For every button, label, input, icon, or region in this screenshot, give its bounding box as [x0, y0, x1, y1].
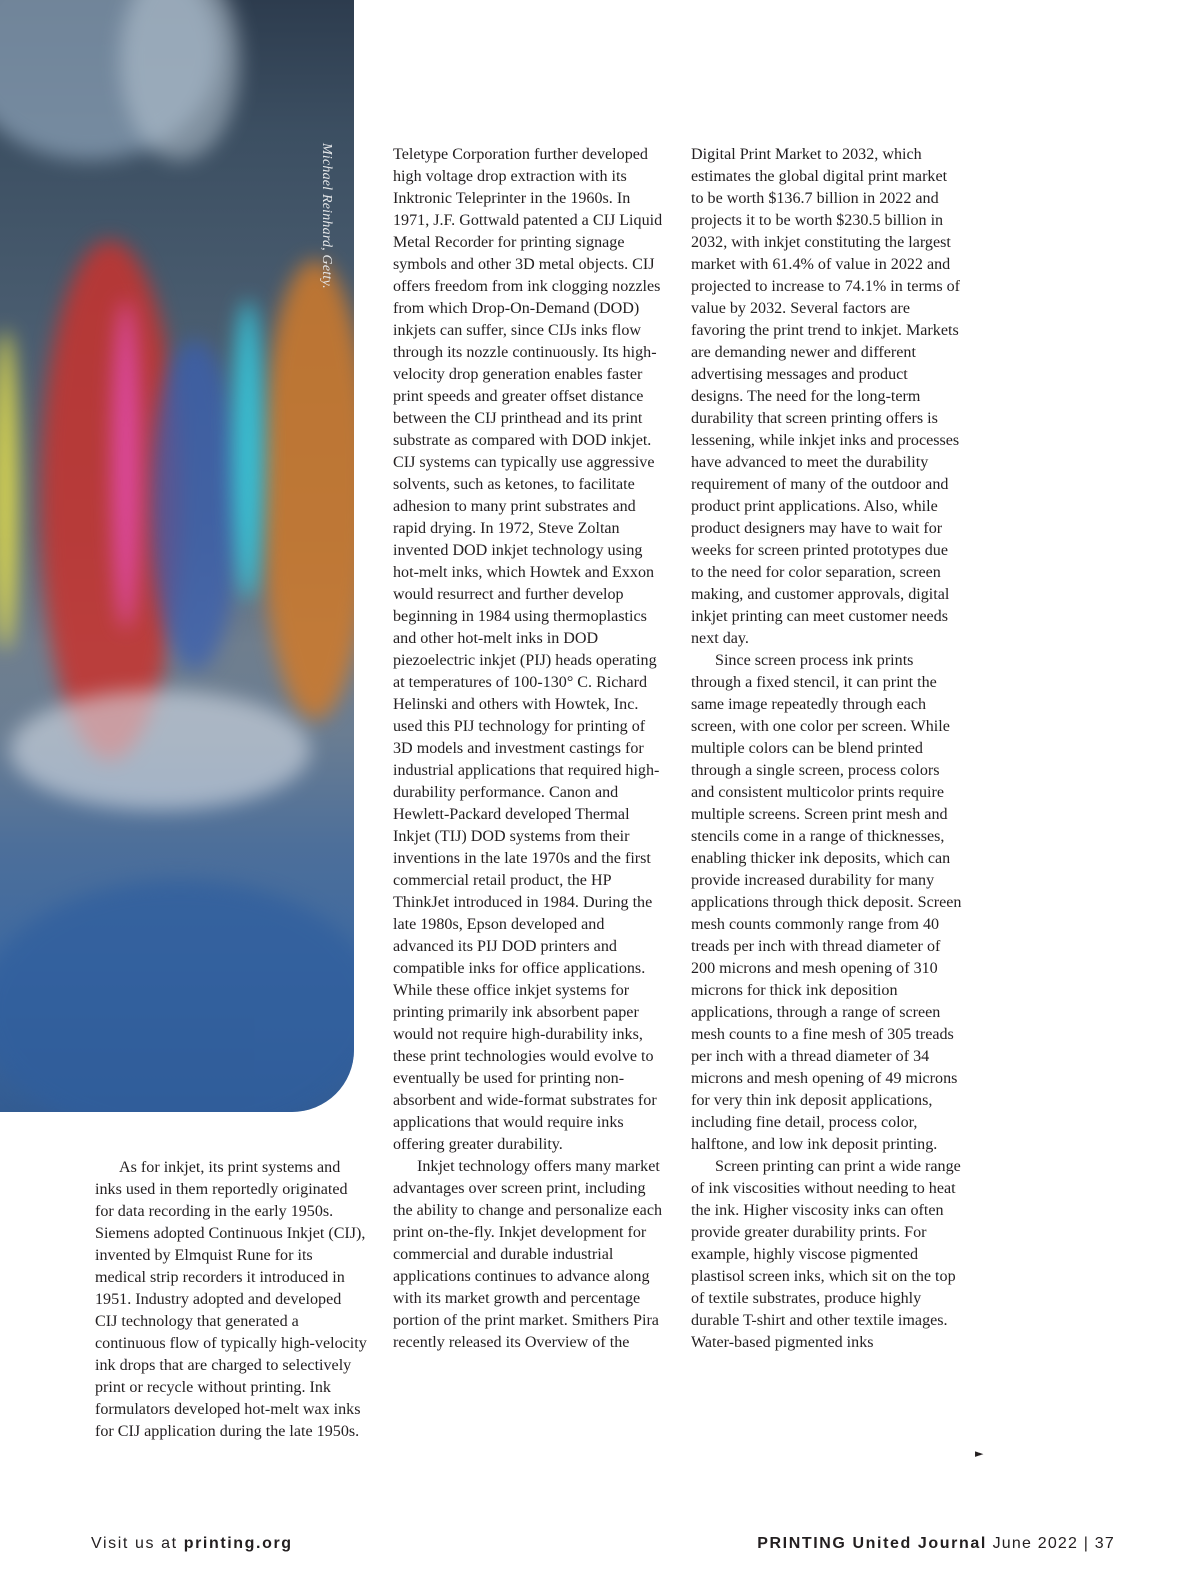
article-column-3	[691, 144, 963, 1354]
continue-arrow-icon: ►	[975, 1447, 984, 1460]
paragraph: Inkjet technology offers many market advantages over screen print, including the ability to change and personalize each print on-the-fly. Inkjet development for commercial and durable industrial applications continues to advance along with its market growth and percentage portion of the print market. Smithers Pira recently released its Overview of the	[393, 1158, 663, 1351]
folio-separator: |	[1083, 1535, 1090, 1552]
paragraph: Since screen process ink prints through a fixed stencil, it can print the same image repeatedly through each screen, with one color per screen. While multiple colors can be blend printed through a single screen, process colors and consistent multicolor prints require multiple screens. Screen print mesh and stencils come in a range of thicknesses, enabling thicker ink deposits, which can provide increased durability for many applications through thick deposit. Screen mesh counts commonly range from 40 treads per inch with thread diameter of 200 microns and mesh opening of 310 microns for thick ink deposition applications, through a range of screen mesh counts to a fine mesh of 305 treads per inch with a thread diameter of 34 microns and mesh opening of 49 microns for very thin ink deposit applications, including fine detail, process color, halftone, and low ink deposit printing.	[691, 652, 962, 1153]
photo-tube	[10, 690, 310, 810]
photo-nozzle-cyan	[232, 300, 264, 600]
footer-folio	[757, 1535, 1115, 1553]
photo-nozzle-yellow	[0, 330, 18, 650]
photo-ink-blue	[150, 340, 240, 670]
photo-ink-orange	[260, 260, 354, 720]
paragraph: Digital Print Market to 2032, which estimates the global digital print market to be worth $136.7 billion in 2022 and projects it to be worth $230.5 billion in 2032, with inkjet constituting the largest market with 61.4% of value in 2022 and projected to increase to 74.1% in terms of value by 2032. Several factors are favoring the print trend to inkjet. Markets are demanding newer and different advertising messages and product designs. The need for the long-term durability that screen printing offers is lessening, while inkjet inks and processes have advanced to meet the durability requirement of many of the outdoor and product print applications. Also, while product designers may have to wait for weeks for screen printed prototypes due to the need for color separation, screen making, and customer approvals, digital inkjet printing can meet customer needs next day.	[691, 146, 961, 647]
article-column-1	[95, 1157, 367, 1443]
journal-name: PRINTING United Journal	[757, 1535, 987, 1552]
article-column-2	[393, 144, 665, 1354]
paragraph: As for inkjet, its print systems and inks used in them reportedly originated for data recording in the early 1950s. Siemens adopted Continuous Inkjet (CIJ), invented by Elmquist Rune for its medical strip recorders it introduced in 1951. Industry adopted and developed CIJ technology that generated a continuous flow of typically high-velocity ink drops that are charged to selectively print or recycle without printing. Ink formulators developed hot-melt wax inks for CIJ application during the late 1950s.	[95, 1159, 367, 1440]
footer-site-link[interactable]: printing.org	[183, 1535, 293, 1552]
page-number: 37	[1094, 1535, 1115, 1552]
photo-nozzle-magenta	[112, 300, 140, 630]
issue-date: June 2022	[992, 1535, 1079, 1552]
paragraph: Teletype Corporation further developed high voltage drop extraction with its Inktronic Teleprinter in the 1960s. In 1971, J.F. Gottwald patented a CIJ Liquid Metal Recorder for printing signage symbols and other 3D metal objects. CIJ offers freedom from ink clogging nozzles from which Drop-On-Demand (DOD) inkjets can suffer, since CIJs inks flow through its nozzle continuously. Its high-velocity drop generation enables faster print speeds and greater offset distance between the CIJ printhead and its print substrate as compared with DOD inkjet. CIJ systems can typically use aggressive solvents, such as ketones, to facilitate adhesion to many print substrates and rapid drying. In 1972, Steve Zoltan invented DOD inkjet technology using hot-melt inks, which Howtek and Exxon would resurrect and further develop beginning in 1984 using thermoplastics and other hot-melt inks in DOD piezoelectric inkjet (PIJ) heads operating at temperatures of 100-130° C. Richard Helinski and others with Howtek, Inc. used this PIJ technology for printing of 3D models and investment castings for industrial applications that required high-durability performance. Canon and Hewlett-Packard developed Thermal Inkjet (TIJ) DOD systems from their inventions in the late 1970s and the first commercial retail product, the HP ThinkJet introduced in 1984. During the late 1980s, Epson developed and advanced its PIJ DOD printers and compatible inks for office applications. While these office inkjet systems for printing primarily ink absorbent paper would not require high-durability inks, these print technologies would evolve to eventually be used for printing non-absorbent and wide-format substrates for applications that would require inks offering greater durability.	[393, 146, 663, 1153]
photo-bed	[0, 880, 354, 1112]
article-photo	[0, 0, 354, 1112]
footer-website[interactable]	[91, 1535, 293, 1553]
photo-credit: Michael Reinhard, Getty.	[319, 143, 334, 289]
footer-visit-label: Visit us at	[91, 1535, 178, 1552]
paragraph: Screen printing can print a wide range of ink viscosities without needing to heat the ink. Higher viscosity inks can often provide greater durability prints. For example, highly viscose pigmented plastisol screen inks, which sit on the top of textile substrates, produce highly durable T-shirt and other textile images. Water-based pigmented inks	[691, 1158, 961, 1351]
